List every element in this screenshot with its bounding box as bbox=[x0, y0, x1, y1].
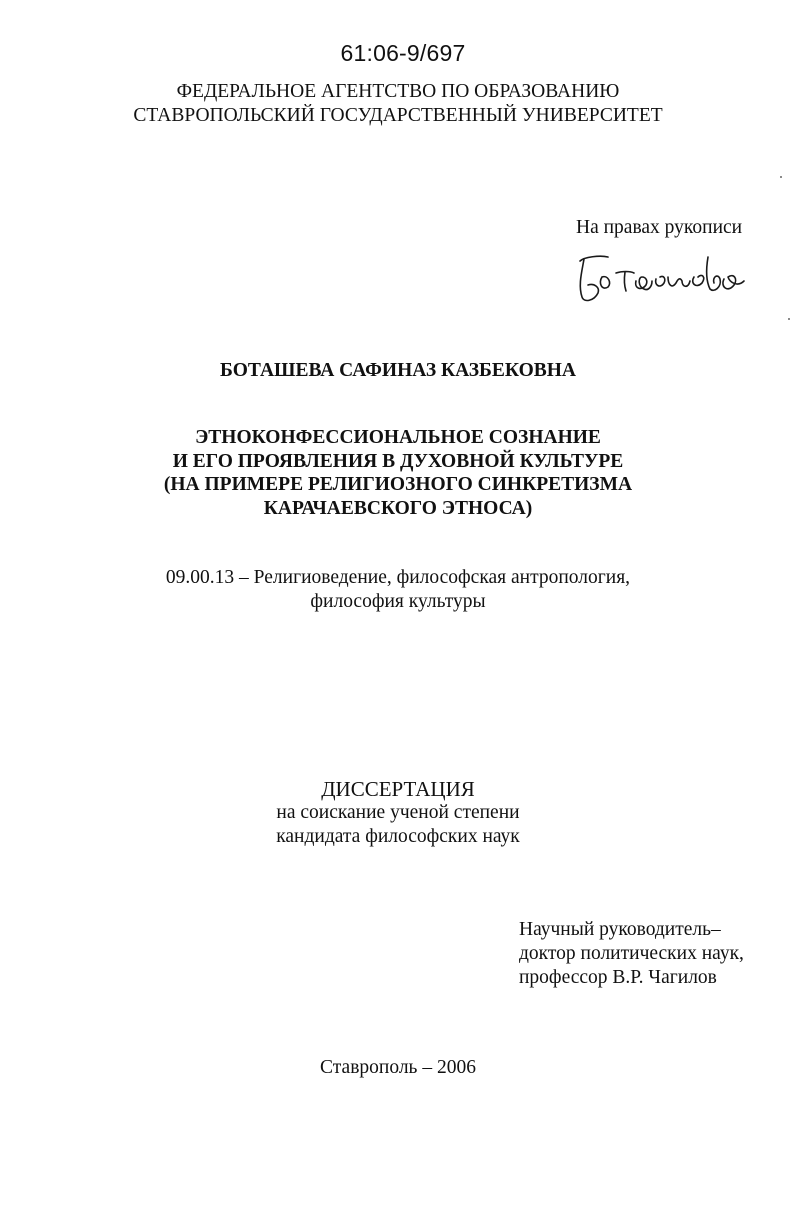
dissertation-block bbox=[0, 777, 796, 849]
title-line: (НА ПРИМЕРЕ РЕЛИГИОЗНОГО СИНКРЕТИЗМА bbox=[163, 474, 633, 495]
advisor-block bbox=[519, 918, 744, 990]
degree-line: на соискание ученой степени bbox=[276, 802, 520, 823]
city-year: Ставрополь – 2006 bbox=[320, 1057, 476, 1078]
specialty-block bbox=[0, 566, 796, 614]
title-line: КАРАЧАЕВСКОГО ЭТНОСА) bbox=[263, 497, 533, 519]
title-line: И ЕГО ПРОЯВЛЕНИЯ В ДУХОВНОЙ КУЛЬТУРЕ bbox=[172, 450, 624, 472]
agency-name: ФЕДЕРАЛЬНОЕ АГЕНТСТВО ПО ОБРАЗОВАНИЮ bbox=[176, 81, 620, 102]
university-name: СТАВРОПОЛЬСКИЙ ГОСУДАРСТВЕННЫЙ УНИВЕРСИТЕТ bbox=[133, 105, 663, 126]
dissertation-heading: ДИССЕРТАЦИЯ bbox=[321, 777, 475, 801]
scan-speck bbox=[780, 176, 782, 178]
advisor-line: доктор политических наук, bbox=[519, 943, 744, 964]
agency-block bbox=[0, 80, 796, 128]
manuscript-note: На правах рукописи bbox=[576, 217, 743, 238]
author-name: БОТАШЕВА САФИНАЗ КАЗБЕКОВНА bbox=[219, 360, 577, 381]
specialty-line: 09.00.13 – Религиоведение, философская антропология, bbox=[165, 567, 631, 588]
title-line: ЭТНОКОНФЕССИОНАЛЬНОЕ СОЗНАНИЕ bbox=[195, 427, 601, 448]
scan-speck bbox=[788, 318, 790, 320]
dissertation-title bbox=[0, 426, 796, 520]
degree-line: кандидата философских наук bbox=[276, 826, 520, 847]
specialty-line: философия культуры bbox=[310, 591, 486, 612]
catalog-code: 61:06-9/697 bbox=[340, 40, 466, 66]
handwritten-signature bbox=[572, 247, 750, 307]
advisor-line: профессор В.Р. Чагилов bbox=[519, 967, 717, 988]
advisor-line: Научный руководитель– bbox=[519, 919, 721, 940]
